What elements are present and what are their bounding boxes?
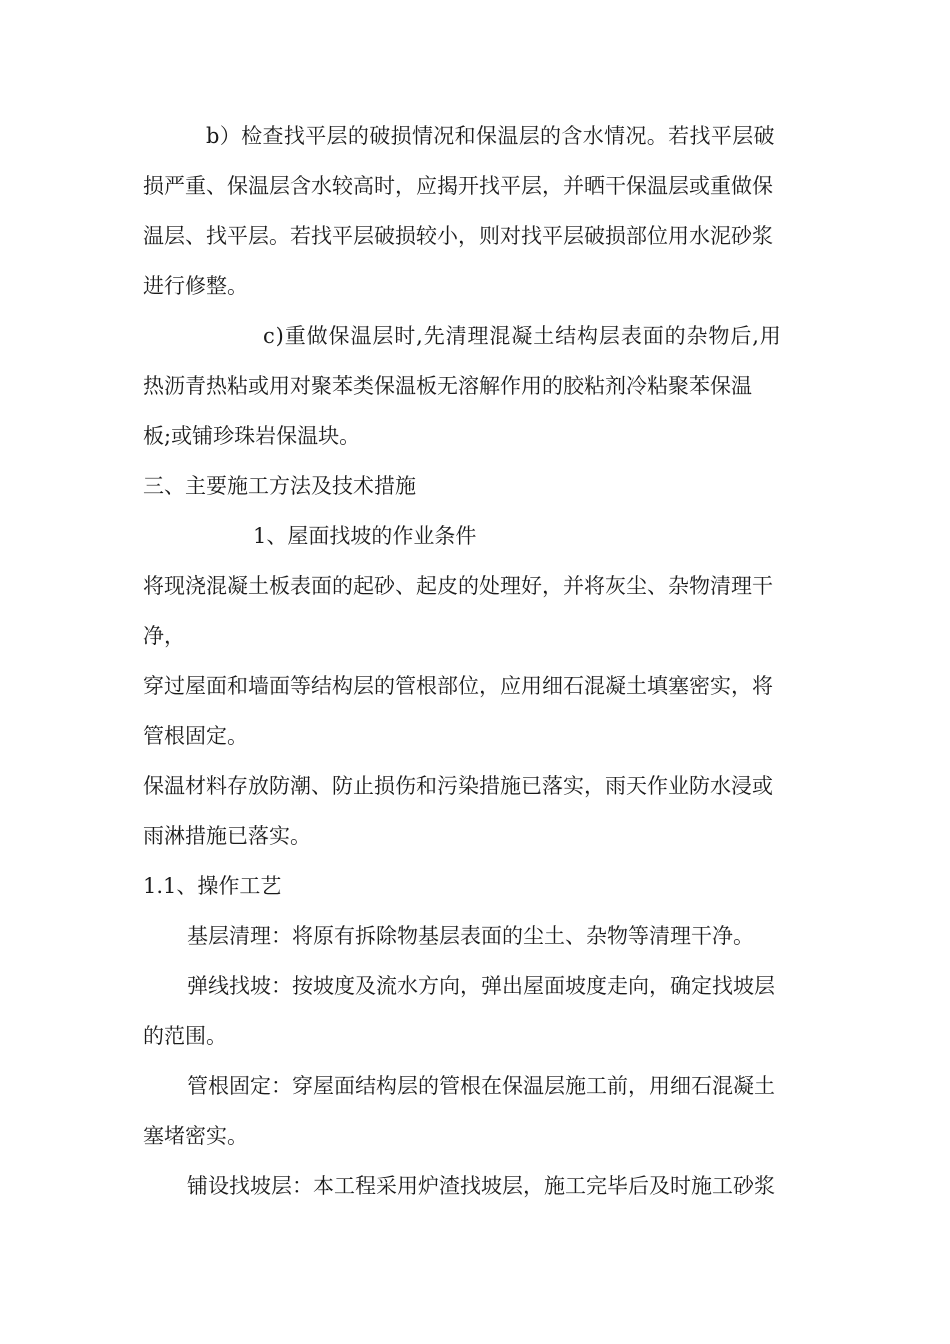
condition-2-line-2: 管根固定。 [143, 724, 248, 748]
paragraph-c-line-2: 热沥青热粘或用对聚苯类保温板无溶解作用的胶粘剂冷粘聚苯保温 [143, 374, 752, 398]
step-slope-layer-line-1: 铺设找坡层：本工程采用炉渣找坡层，施工完毕后及时施工砂浆 [187, 1174, 775, 1198]
paragraph-c-line-1: c)重做保温层时,先清理混凝土结构层表面的杂物后,用 [263, 324, 782, 348]
subheading-1: 1、屋面找坡的作业条件 [253, 524, 477, 548]
paragraph-c-line-3: 板;或铺珍珠岩保温块。 [143, 424, 361, 448]
step-pipe-line-2: 塞堵密实。 [143, 1124, 248, 1148]
paragraph-b-line-2: 损严重、保温层含水较高时，应揭开找平层，并晒干保温层或重做保 [143, 174, 773, 198]
condition-1-line-1: 将现浇混凝土板表面的起砂、起皮的处理好，并将灰尘、杂物清理干 [143, 574, 773, 598]
paragraph-b-line-4: 进行修整。 [143, 274, 248, 298]
condition-1-line-2: 净， [143, 624, 185, 648]
condition-3-line-2: 雨淋措施已落实。 [143, 824, 311, 848]
condition-2-line-1: 穿过屋面和墙面等结构层的管根部位，应用细石混凝土填塞密实，将 [143, 674, 773, 698]
step-pipe-line-1: 管根固定：穿屋面结构层的管根在保温层施工前，用细石混凝土 [187, 1074, 775, 1098]
step-base-cleaning: 基层清理：将原有拆除物基层表面的尘土、杂物等清理干净。 [187, 924, 754, 948]
step-slope-line-2: 的范围。 [143, 1024, 227, 1048]
step-slope-line-1: 弹线找坡：按坡度及流水方向，弹出屋面坡度走向，确定找坡层 [187, 974, 775, 998]
condition-3-line-1: 保温材料存放防潮、防止损伤和污染措施已落实，雨天作业防水浸或 [143, 774, 773, 798]
paragraph-b-line-3: 温层、找平层。若找平层破损较小，则对找平层破损部位用水泥砂浆 [143, 224, 773, 248]
paragraph-b-line-1: b）检查找平层的破损情况和保温层的含水情况。若找平层破 [206, 124, 775, 148]
subheading-1-1: 1.1、操作工艺 [143, 874, 282, 898]
section-heading-3: 三、主要施工方法及技术措施 [143, 474, 416, 498]
